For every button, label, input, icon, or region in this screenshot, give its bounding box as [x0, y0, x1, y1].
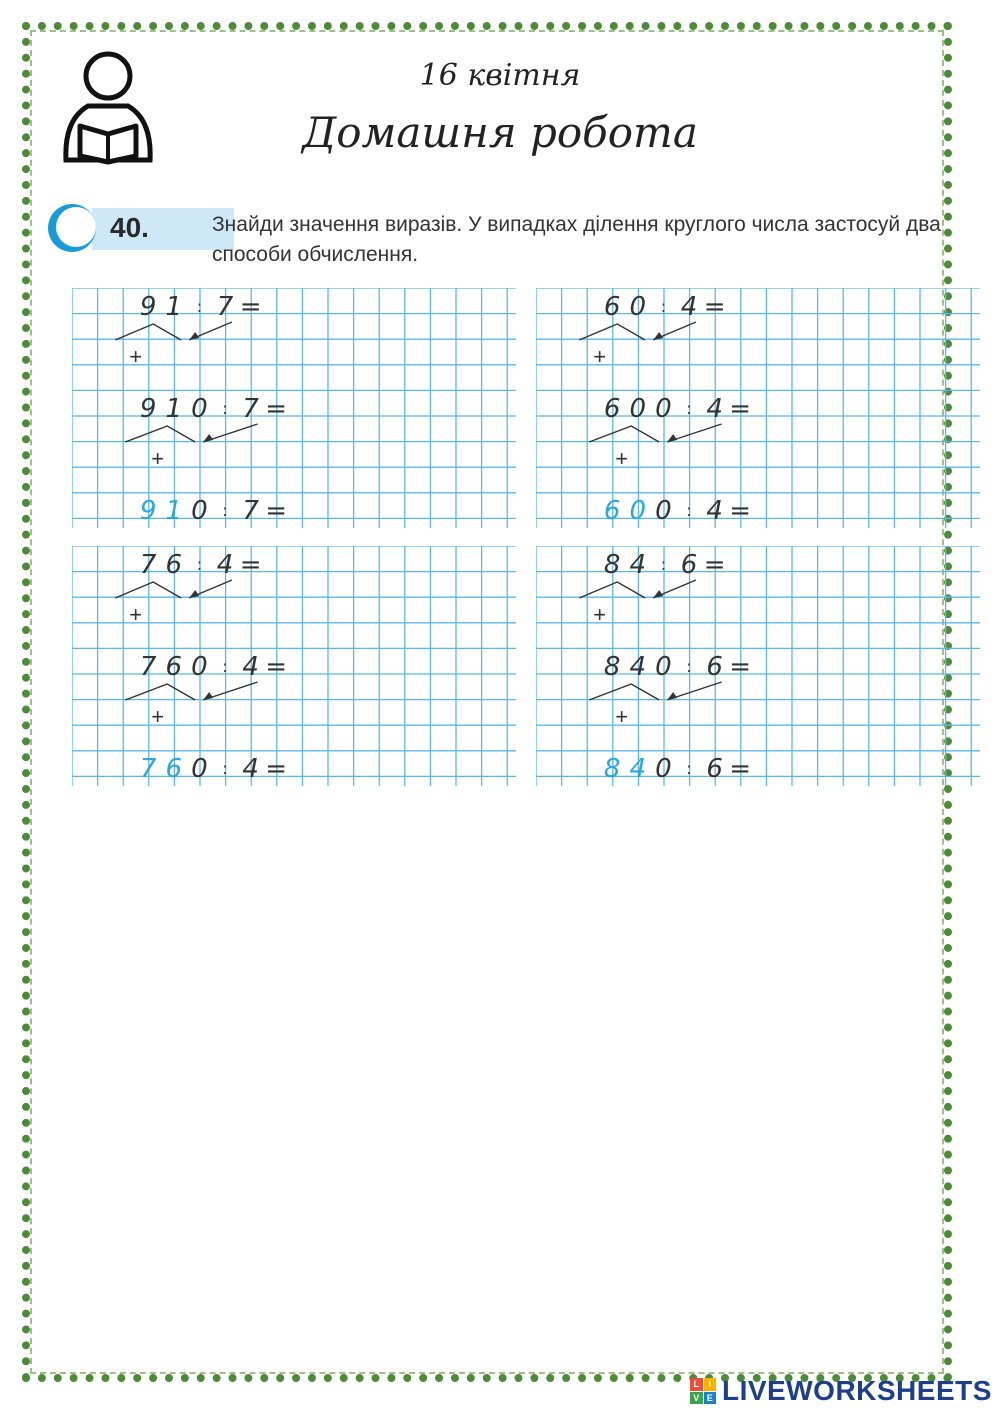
page-title: Домашня робота: [302, 108, 698, 157]
exercise-instruction: Знайди значення виразів. У випадках ділення круглого числа застосуй два способи обчислення.: [212, 213, 941, 266]
badge-circle-icon: [48, 204, 96, 252]
liveworksheets-mark-icon: L I V E: [690, 1378, 716, 1404]
expression-digit: 0: [629, 292, 647, 322]
exercise-number-badge: [48, 204, 188, 250]
expression-digit: :: [686, 759, 692, 778]
expression-digit: 9: [139, 496, 157, 526]
expression-digit: 6: [165, 550, 183, 580]
expression-digit: =: [265, 754, 288, 784]
expression-digit: 0: [191, 754, 208, 784]
expression-digit: 4: [629, 754, 647, 784]
expression-digit: :: [222, 501, 228, 520]
expression-digit: :: [686, 399, 692, 418]
expression-digit: =: [703, 550, 726, 580]
expression-digit: 1: [165, 496, 183, 526]
expression-digit: 8: [603, 550, 621, 580]
expression-digit: 7: [242, 394, 259, 424]
plus-sign: +: [151, 704, 165, 729]
expression-digit: 6: [603, 496, 621, 526]
plus-sign: +: [129, 602, 143, 627]
expression-digit: 0: [191, 394, 208, 424]
split-hint-arrow: [536, 546, 980, 786]
expression-digit: 4: [629, 550, 647, 580]
plus-sign: +: [151, 446, 165, 471]
expression-digit: :: [660, 555, 667, 574]
expression-digit: :: [686, 501, 692, 520]
expression-digit: 7: [216, 292, 234, 322]
expression-digit: =: [729, 496, 752, 526]
expression-digit: 9: [139, 394, 157, 424]
plus-sign: +: [593, 602, 607, 627]
exercise-number: 40.: [110, 212, 149, 243]
expression-digit: =: [239, 292, 262, 322]
expression-digit: 6: [165, 652, 183, 682]
grid-panel-84-6: [536, 546, 980, 786]
expression-digit: :: [222, 399, 228, 418]
liveworksheets-logo: [690, 1374, 992, 1408]
plus-sign: +: [615, 704, 629, 729]
expression-digit: 8: [603, 754, 621, 784]
expression-digit: 4: [680, 292, 698, 322]
expression-digit: 6: [706, 754, 723, 784]
expression-digit: 7: [139, 754, 157, 784]
expression-digit: =: [729, 394, 752, 424]
expression-digit: 7: [139, 652, 157, 682]
expression-digit: =: [703, 292, 726, 322]
expression-digit: 1: [165, 292, 183, 322]
expression-digit: 6: [680, 550, 698, 580]
expression-digit: =: [265, 496, 288, 526]
expression-digit: 4: [706, 496, 723, 526]
expression-digit: 6: [603, 292, 621, 322]
expression-digit: :: [196, 297, 203, 316]
expression-digit: 4: [242, 754, 259, 784]
expression-digit: :: [660, 297, 667, 316]
expression-digit: 4: [242, 652, 259, 682]
person-reading-icon: [58, 48, 158, 166]
expression-digit: =: [265, 394, 288, 424]
plus-sign: +: [615, 446, 629, 471]
expression-digit: 7: [242, 496, 259, 526]
expression-digit: :: [686, 657, 692, 676]
logo-wordmark: LIVEWORKSHEETS: [722, 1375, 992, 1406]
expression-digit: :: [222, 759, 228, 778]
expression-digit: 0: [191, 496, 208, 526]
grid-panel-76-4: [72, 546, 516, 786]
expression-digit: 0: [629, 394, 647, 424]
expression-digit: 6: [165, 754, 183, 784]
expression-digit: 0: [629, 496, 647, 526]
plus-sign: +: [593, 344, 607, 369]
expression-digit: 0: [655, 394, 672, 424]
expression-digit: =: [729, 754, 752, 784]
expression-digit: :: [222, 657, 228, 676]
expression-digit: 6: [706, 652, 723, 682]
grid-panel-91-7: [72, 288, 516, 528]
expression-digit: 0: [191, 652, 208, 682]
expression-digit: 0: [655, 496, 672, 526]
expression-digit: 0: [655, 652, 672, 682]
expression-digit: 9: [139, 292, 157, 322]
expression-digit: 4: [706, 394, 723, 424]
expression-digit: =: [239, 550, 262, 580]
expression-digit: 4: [216, 550, 234, 580]
expression-digit: 6: [603, 394, 621, 424]
expression-digit: 8: [603, 652, 621, 682]
split-hint-arrow: [72, 546, 516, 786]
split-hint-arrow: [536, 288, 980, 528]
expression-digit: =: [729, 652, 752, 682]
expression-digit: 4: [629, 652, 647, 682]
expression-digit: 1: [165, 394, 183, 424]
expression-digit: 7: [139, 550, 157, 580]
date-heading: 16 квітня: [419, 58, 581, 93]
grid-panel-60-4: [536, 288, 980, 528]
expression-digit: 0: [655, 754, 672, 784]
split-hint-arrow: [72, 288, 516, 528]
expression-digit: =: [265, 652, 288, 682]
plus-sign: +: [129, 344, 143, 369]
expression-digit: :: [196, 555, 203, 574]
